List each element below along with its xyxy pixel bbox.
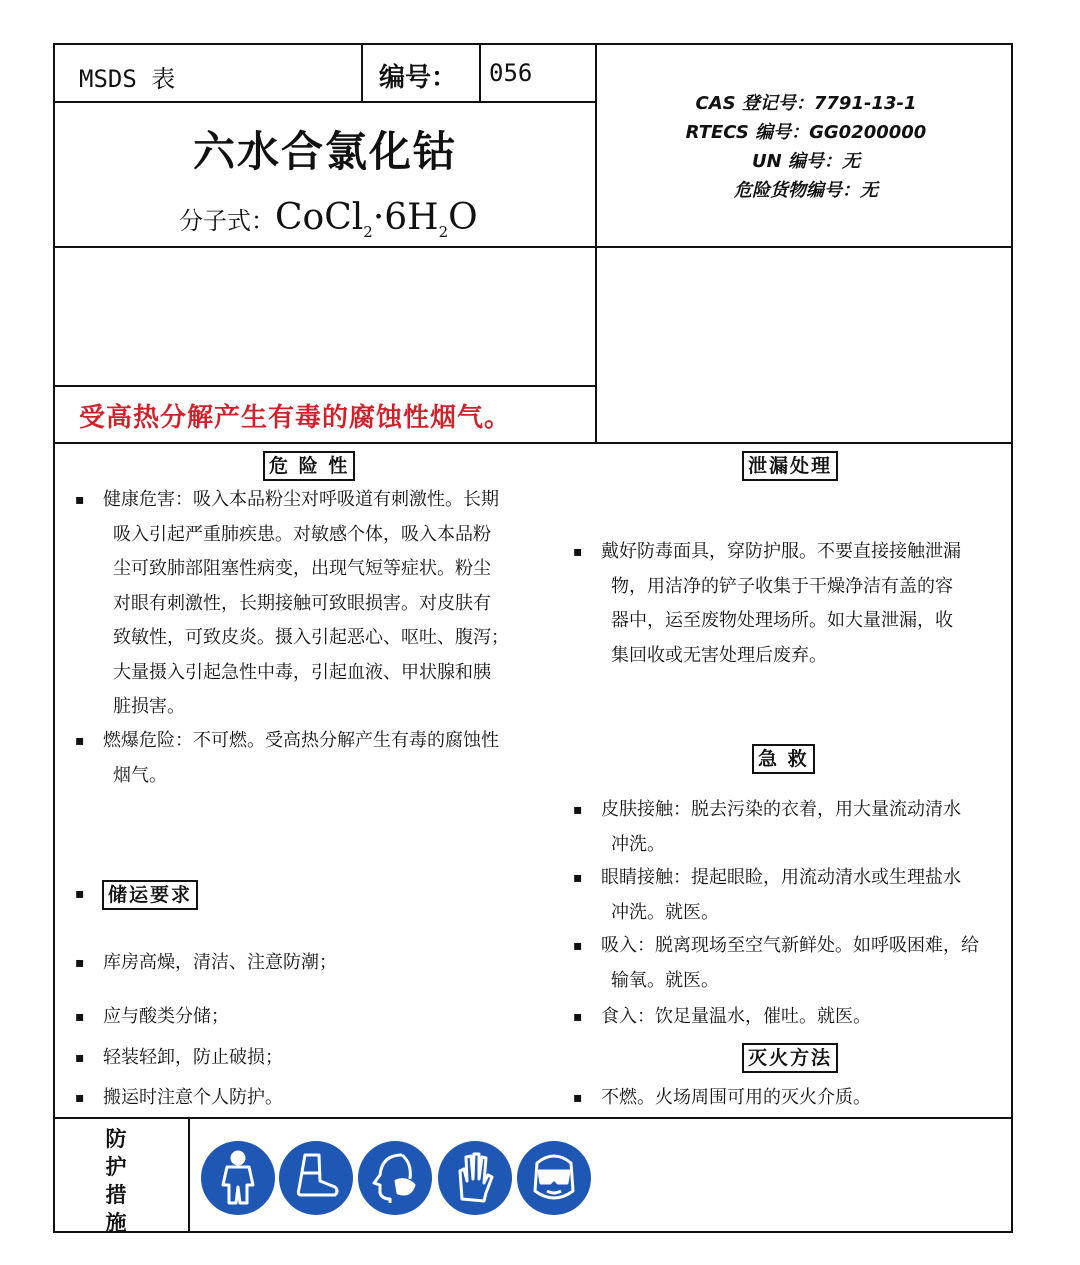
divider bbox=[55, 101, 595, 103]
leak-line: 物，用洁净的铲子收集于干燥净洁有盖的容 bbox=[611, 575, 953, 597]
hazard-line: 大量摄入引起急性中毒，引起血液、甲状腺和胰 bbox=[113, 661, 491, 683]
hazard-line: 健康危害：吸入本品粉尘对呼吸道有刺激性。长期 bbox=[103, 489, 499, 510]
divider bbox=[55, 1117, 1013, 1119]
divider bbox=[188, 1117, 190, 1233]
first-aid-skin: ▪ 皮肤接触：脱去污染的衣着，用大量流动清水 冲洗。 bbox=[573, 793, 1013, 862]
hazard-line: 对眼有刺激性，长期接触可致眼损害。对皮肤有 bbox=[113, 592, 491, 614]
molecular-formula bbox=[179, 197, 478, 241]
fire-title: 灭火方法 bbox=[742, 1043, 838, 1073]
divider bbox=[361, 45, 363, 103]
dangerous-goods-number: 危险货物编号：无 bbox=[734, 180, 878, 201]
leak-line: 集回收或无害处理后废弃。 bbox=[611, 644, 827, 666]
first-aid-eye: ▪ 眼睛接触：提起眼睑，用流动清水或生理盐水 冲洗。就医。 bbox=[573, 861, 1013, 930]
safety-boots-icon bbox=[279, 1141, 353, 1215]
formula-main: CoCl bbox=[275, 197, 364, 238]
hazard-line: 燃爆危险：不可燃。受高热分解产生有毒的腐蚀性 bbox=[103, 730, 499, 751]
hazard-line: 尘可致肺部阻塞性病变，出现气短等症状。粉尘 bbox=[113, 558, 491, 579]
bullet-icon: ▪ bbox=[573, 870, 583, 886]
storage-item: ▪ 库房高燥，清洁、注意防潮； bbox=[75, 946, 337, 981]
formula-subscript: 2 bbox=[363, 223, 373, 242]
bullet-icon: ▪ bbox=[573, 1090, 583, 1106]
identifier-block bbox=[597, 89, 1015, 205]
bullet-icon: ▪ bbox=[75, 886, 85, 902]
storage-item: ▪ 应与酸类分储； bbox=[75, 1000, 229, 1035]
leak-text bbox=[573, 535, 1013, 673]
formula-label: 分子式： bbox=[179, 207, 275, 235]
formula-end: O bbox=[448, 197, 478, 238]
bullet-icon: ▪ bbox=[75, 733, 85, 749]
leak-line: 器中，运至废物处理场所。如大量泄漏，收 bbox=[611, 610, 953, 631]
first-aid-inhalation: ▪ 吸入：脱离现场至空气新鲜处。如呼吸困难，给 输氧。就医。 bbox=[573, 929, 1013, 998]
number-value: 056 bbox=[489, 59, 533, 87]
leak-line: 戴好防毒面具，穿防护服。不要直接接触泄漏 bbox=[601, 541, 961, 562]
bullet-icon: ▪ bbox=[75, 1009, 85, 1025]
divider bbox=[55, 385, 595, 387]
safety-goggles-icon bbox=[517, 1141, 591, 1215]
chemical-name: 六水合氯化钴 bbox=[192, 127, 457, 176]
respirator-mask-icon bbox=[358, 1141, 432, 1215]
rtecs-number: RTECS 编号：GG0200000 bbox=[685, 122, 927, 143]
first-aid-title: 急 救 bbox=[752, 744, 815, 774]
protective-gloves-icon bbox=[438, 1141, 512, 1215]
leak-title: 泄漏处理 bbox=[742, 451, 838, 481]
hazard-line: 致敏性，可致皮炎。摄入引起恶心、呕吐、腹泻； bbox=[113, 627, 509, 648]
bullet-icon: ▪ bbox=[573, 544, 583, 560]
storage-item: ▪ 轻装轻卸，防止破损； bbox=[75, 1041, 283, 1076]
un-number: UN 编号：无 bbox=[752, 151, 860, 172]
warning-text: 受高热分解产生有毒的腐蚀性烟气。 bbox=[79, 403, 512, 433]
protective-suit-icon bbox=[201, 1141, 275, 1215]
msds-sheet bbox=[53, 43, 1013, 1233]
formula-hydrate: ·6H bbox=[372, 197, 439, 238]
hazard-fire bbox=[75, 724, 575, 793]
bullet-icon: ▪ bbox=[75, 1050, 85, 1066]
hazard-line: 脏损害。 bbox=[113, 696, 185, 717]
protection-label: 防 护 措 施 bbox=[105, 1126, 127, 1235]
bullet-icon: ▪ bbox=[75, 955, 85, 971]
divider bbox=[479, 45, 481, 103]
hazard-title: 危 险 性 bbox=[263, 451, 355, 481]
hazard-health bbox=[75, 483, 575, 725]
bullet-icon: ▪ bbox=[573, 802, 583, 818]
cas-number: CAS 登记号：7791-13-1 bbox=[695, 93, 917, 114]
msds-label: MSDS 表 bbox=[79, 65, 176, 93]
first-aid-ingestion: ▪ 食入：饮足量温水，催吐。就医。 bbox=[573, 1000, 1013, 1035]
number-label: 编号： bbox=[379, 63, 458, 93]
divider bbox=[55, 246, 1013, 248]
divider bbox=[55, 442, 1013, 444]
hazard-line: 烟气。 bbox=[113, 764, 167, 786]
storage-title: 储运要求 bbox=[102, 880, 198, 910]
bullet-icon: ▪ bbox=[573, 938, 583, 954]
fire-text: ▪ 不燃。火场周围可用的灭火介质。 bbox=[573, 1081, 1013, 1116]
bullet-icon: ▪ bbox=[75, 492, 85, 508]
bullet-icon: ▪ bbox=[75, 1090, 85, 1106]
bullet-icon: ▪ bbox=[573, 1009, 583, 1025]
hazard-line: 吸入引起严重肺疾患。对敏感个体，吸入本品粉 bbox=[113, 523, 491, 545]
formula-subscript: 2 bbox=[438, 223, 449, 242]
storage-item: ▪ 搬运时注意个人防护。 bbox=[75, 1081, 283, 1116]
